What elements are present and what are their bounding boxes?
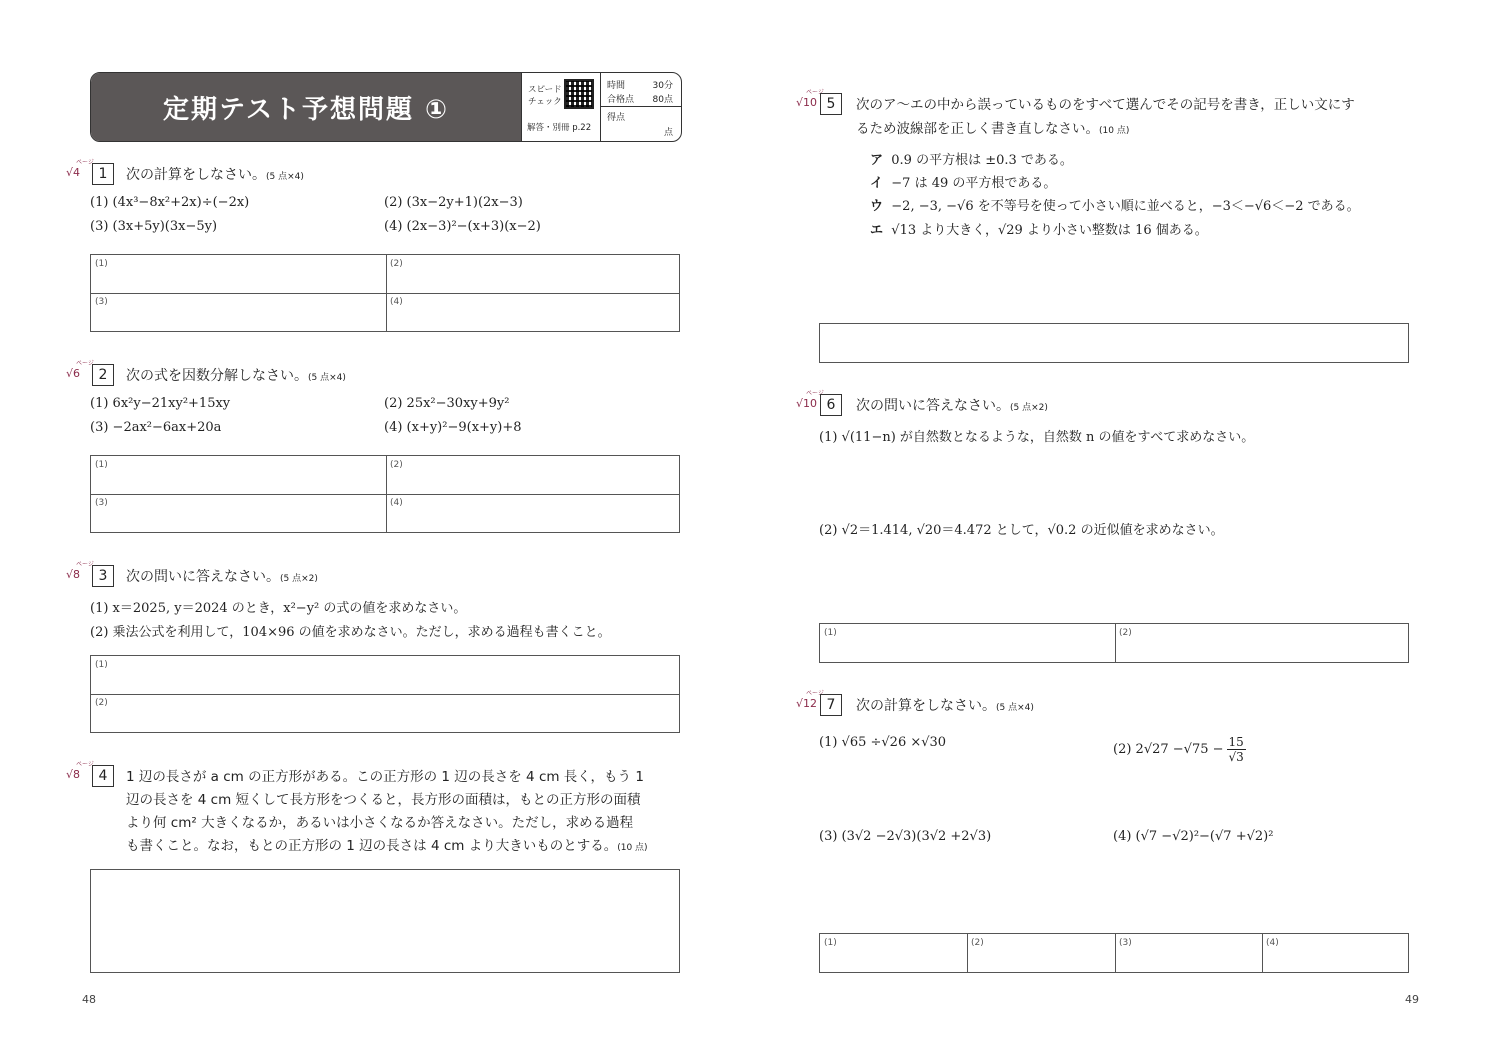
q6-answer-2[interactable]: (2) xyxy=(1119,628,1132,638)
question-5-prompt: 次のア〜エの中から誤っているものをすべて選んでその記号を書き，正しい文にす るため波線部を正しく書き直しなさい。(10 点) xyxy=(856,97,1355,137)
q7-item-3: (3) (3√2 −2√3)(3√2 +2√3) xyxy=(819,829,992,844)
question-number-6: 6 xyxy=(820,394,842,416)
q2-answer-3[interactable]: (3) xyxy=(95,498,108,508)
page-ref-q7: ページ √12 xyxy=(796,690,824,710)
q7-answer-grid xyxy=(819,933,1409,973)
q3-answer-1[interactable]: (1) xyxy=(95,660,108,670)
pass-label: 合格点 xyxy=(607,95,635,105)
question-4-prompt: 1 辺の長さが a cm の正方形がある。この正方形の 1 辺の長さを 4 cm 長く，もう 1 辺の長さを 4 cm 短くして長方形をつくると，長方形の面積は，もとの正方形の面積 より何 cm² 大きくなるか，あるいは小さくなるか答えなさい。ただし，求める過程 も書くこと。なお，もとの正方形の 1 辺の長さは 4 cm より大きいものとする。(10 点) xyxy=(126,769,648,854)
page-number-left: 48 xyxy=(82,993,96,1006)
q7-item-4: (4) (√7 −√2)²−(√7 +√2)² xyxy=(1113,829,1274,844)
speed-check-box xyxy=(521,73,600,141)
q5-statement-a: ア 0.9 の平方根は ±0.3 である。 xyxy=(870,153,1073,168)
q2-answer-2[interactable]: (2) xyxy=(390,460,403,470)
page-number-right: 49 xyxy=(1405,993,1419,1006)
q1-answer-grid xyxy=(90,254,680,332)
q7-item-2: (2) 2√27 −√75 − $\frac{15}{√3}$ xyxy=(1113,735,1244,764)
q4-answer-box[interactable] xyxy=(90,869,680,973)
q1-answer-3[interactable]: (3) xyxy=(95,297,108,307)
q2-answer-4[interactable]: (4) xyxy=(390,498,403,508)
question-6-prompt: 次の問いに答えなさい。(5 点×2) xyxy=(856,398,1048,414)
q5-statement-u: ウ −2, −3, −√6 を不等号を使って小さい順に並べると，−3＜−√6＜−2 である。 xyxy=(870,199,1360,214)
q3-answer-grid xyxy=(90,655,680,733)
question-number-4: 4 xyxy=(92,765,114,787)
q1-item-4: (4) (2x−3)²−(x+3)(x−2) xyxy=(384,219,541,234)
question-3-prompt: 次の問いに答えなさい。(5 点×2) xyxy=(126,569,318,585)
q7-answer-2[interactable]: (2) xyxy=(971,938,984,948)
q7-answer-4[interactable]: (4) xyxy=(1266,938,1279,948)
q6-answer-grid xyxy=(819,623,1409,663)
q3-item-2: (2) 乗法公式を利用して，104×96 の値を求めなさい。ただし，求める過程も書くこと。 xyxy=(90,625,611,640)
q2-item-4: (4) (x+y)²−9(x+y)+8 xyxy=(384,420,522,435)
q6-answer-1[interactable]: (1) xyxy=(824,628,837,638)
question-number-3: 3 xyxy=(92,565,114,587)
q1-answer-4[interactable]: (4) xyxy=(390,297,403,307)
page-ref-q5: ページ √10 xyxy=(796,89,824,109)
qr-code-icon[interactable] xyxy=(564,79,594,109)
question-number-7: 7 xyxy=(820,694,842,716)
pass-value: 80点 xyxy=(652,95,673,105)
question-1-prompt: 次の計算をしなさい。(5 点×4) xyxy=(126,167,304,183)
q5-statement-e: エ √13 より大きく，√29 より小さい整数は 16 個ある。 xyxy=(870,223,1208,238)
divider xyxy=(601,106,681,107)
q1-item-3: (3) (3x+5y)(3x−5y) xyxy=(90,219,218,234)
question-number-1: 1 xyxy=(92,163,114,185)
question-number-2: 2 xyxy=(92,364,114,386)
question-7-prompt: 次の計算をしなさい。(5 点×4) xyxy=(856,698,1034,714)
q1-answer-1[interactable]: (1) xyxy=(95,259,108,269)
time-value: 30分 xyxy=(652,81,673,91)
q1-item-1: (1) (4x³−8x²+2x)÷(−2x) xyxy=(90,195,250,210)
score-info-box xyxy=(600,73,681,141)
q2-item-2: (2) 25x²−30xy+9y² xyxy=(384,396,510,411)
page-ref-q3: ページ √8 xyxy=(66,561,94,581)
answer-reference: 解答・別冊 p.22 xyxy=(527,123,592,133)
q3-item-1: (1) x＝2025, y＝2024 のとき，x²−y² の式の値を求めなさい。 xyxy=(90,601,467,616)
q2-answer-1[interactable]: (1) xyxy=(95,460,108,470)
score-unit: 点 xyxy=(663,128,673,138)
fraction: $\frac{15}{√3}$ xyxy=(1228,735,1244,764)
q1-answer-2[interactable]: (2) xyxy=(390,259,403,269)
page-ref-q1: ページ √4 xyxy=(66,159,94,179)
question-number-5: 5 xyxy=(820,93,842,115)
q2-item-1: (1) 6x²y−21xy²+15xy xyxy=(90,396,231,411)
q5-statement-i: イ −7 は 49 の平方根である。 xyxy=(870,176,1057,191)
page-title: 定期テスト予想問題 ① xyxy=(91,73,521,141)
score-label: 得点 xyxy=(607,113,626,123)
q1-item-2: (2) (3x−2y+1)(2x−3) xyxy=(384,195,523,210)
q7-answer-1[interactable]: (1) xyxy=(824,938,837,948)
page-ref-q2: ページ √6 xyxy=(66,360,94,380)
speed-check-label-2: チェック xyxy=(528,97,562,107)
time-label: 時間 xyxy=(607,81,626,91)
page-ref-q4: ページ √8 xyxy=(66,761,94,781)
q7-answer-3[interactable]: (3) xyxy=(1119,938,1132,948)
test-header-banner xyxy=(90,72,682,142)
q2-answer-grid xyxy=(90,455,680,533)
q5-answer-box[interactable] xyxy=(819,323,1409,363)
speed-check-label-1: スピード xyxy=(528,85,562,95)
page-ref-q6: ページ √10 xyxy=(796,390,824,410)
q3-answer-2[interactable]: (2) xyxy=(95,698,108,708)
q6-item-2: (2) √2＝1.414, √20＝4.472 として，√0.2 の近似値を求めなさい。 xyxy=(819,523,1224,538)
q6-item-1: (1) √(11−n) が自然数となるような，自然数 n の値をすべて求めなさい。 xyxy=(819,430,1255,445)
q2-item-3: (3) −2ax²−6ax+20a xyxy=(90,420,222,435)
q7-item-1: (1) √65 ÷√26 ×√30 xyxy=(819,735,947,750)
question-2-prompt: 次の式を因数分解しなさい。(5 点×4) xyxy=(126,368,346,384)
